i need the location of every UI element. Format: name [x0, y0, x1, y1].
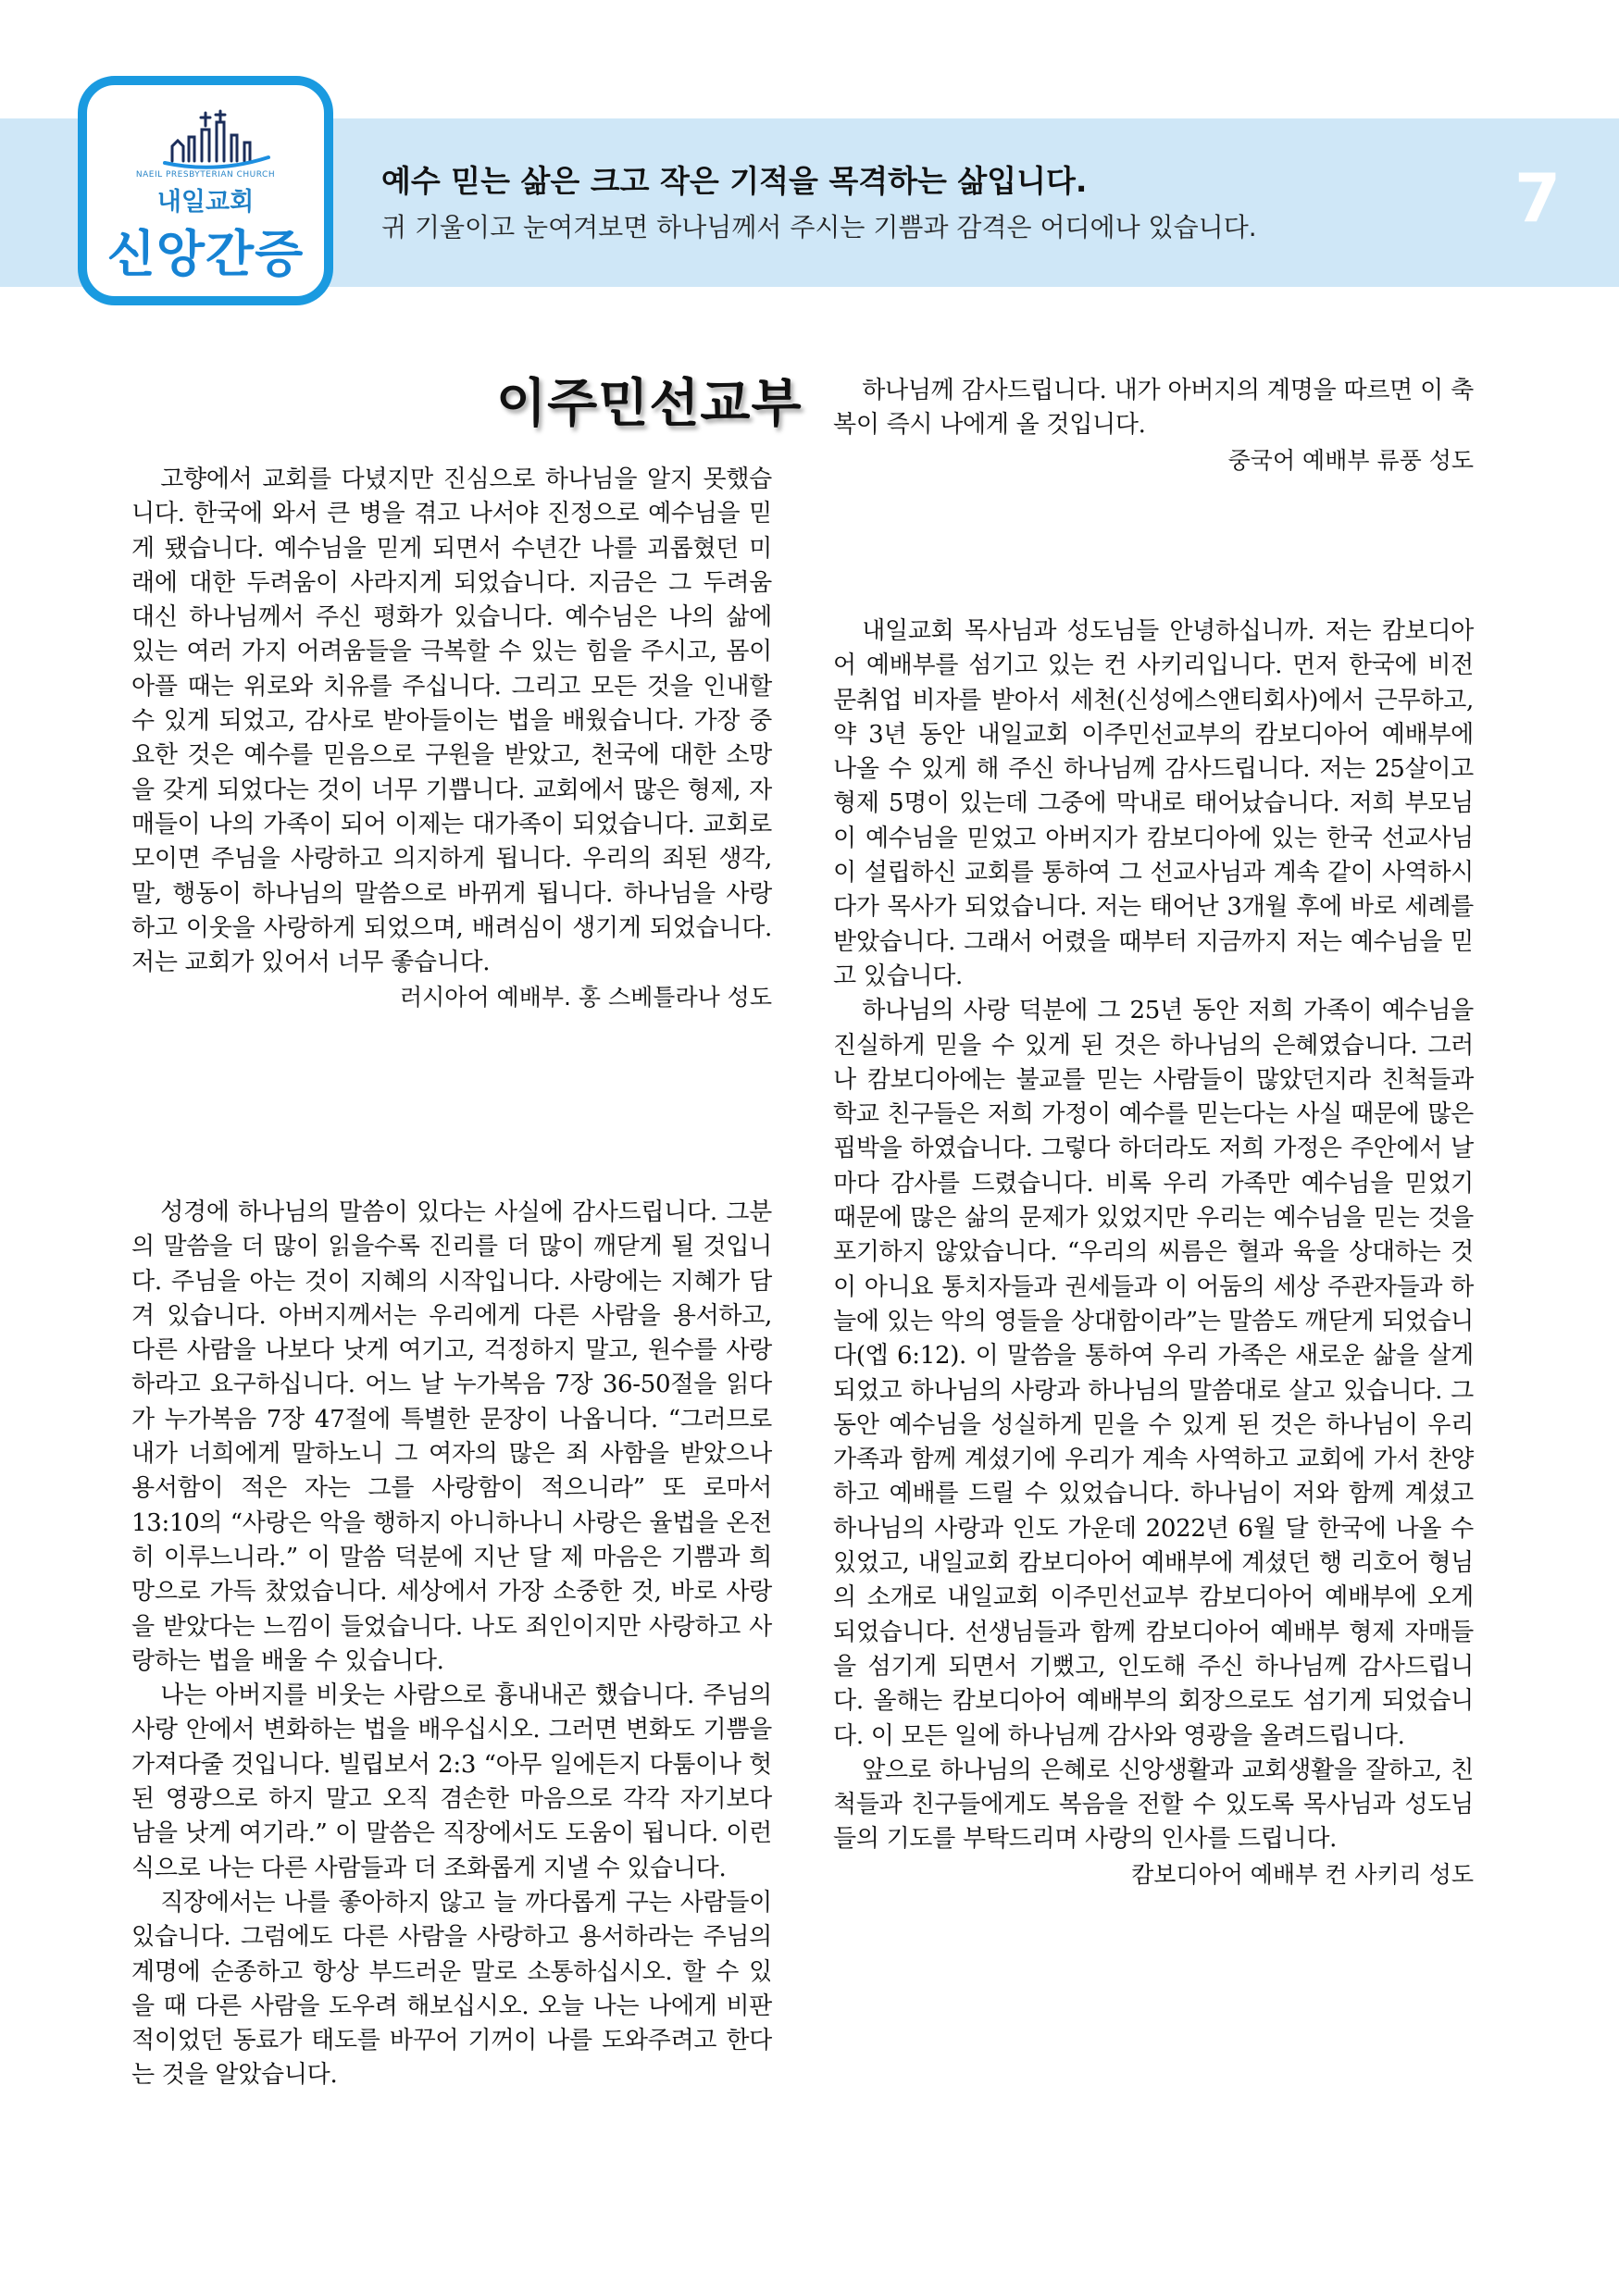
page-number: 7 [1514, 159, 1562, 237]
testimony-1-signature: 러시아어 예배부. 홍 스베틀라나 성도 [400, 984, 772, 1011]
testimony-1-paragraph: 고향에서 교회를 다녔지만 진심으로 하나님을 알지 못했습니다. 한국에 와서 큰 병을 겪고 나서야 진정으로 예수님을 믿게 됐습니다. 예수님을 믿게 되면서 수년간 나를 괴롭혔던 미래에 대한 두려움이 사라지게 되었습니다. 지금은 그 두려움 대신 하나님께서 주신 평화가 있습니다. 예수님은 나의 삶에 있는 여러 가지 어려움들을 극복할 수 있는 힘을 주시고, 몸이 아플 때는 위로와 치유를 주십니다. 그리고 모든 것을 인내할 수 있게 되었고, 감사로 받아들이는 법을 배웠습니다. 가장 중요한 것은 예수를 믿음으로 구원을 받았고, 천국에 대한 소망을 갖게 되었다는 것이 너무 기쁩니다. 교회에서 많은 형제, 자매들이 나의 가족이 되어 이제는 대가족이 되었습니다. 교회로 모이면 주님을 사랑하고 의지하게 됩니다. 우리의 죄된 생각, 말, 행동이 하나님의 말씀으로 바뀌게 됩니다. 하나님을 사랑하고 이웃을 사랑하게 되었으며, 배려심이 생기게 되었습니다. 저는 교회가 있어서 너무 좋습니다. [131, 465, 772, 977]
testimony-2-continued [833, 374, 1474, 478]
church-logo-icon [161, 109, 272, 170]
testimony-3-signature: 캄보디아어 예배부 컨 사키리 성도 [1131, 1860, 1474, 1888]
headline: 예수 믿는 삶은 크고 작은 기적을 목격하는 삶입니다. [381, 163, 1088, 199]
testimony-2 [131, 1196, 772, 2090]
testimony-2-paragraph-4: 하나님께 감사드립니다. 내가 아버지의 계명을 따르면 이 축복이 즉시 나에게 올 것입니다. [833, 377, 1474, 440]
testimony-2-paragraph-1: 성경에 하나님의 말씀이 있다는 사실에 감사드립니다. 그분의 말씀을 더 많이 읽을수록 진리를 더 많이 깨닫게 될 것입니다. 주님을 아는 것이 지혜의 시작입니다. 사랑에는 지혜가 담겨 있습니다. 아버지께서는 우리에게 다른 사람을 용서하고, 다른 사람을 나보다 낫게 여기고, 걱정하지 말고, 원수를 사랑하라고 요구하십니다. 어느 날 누가복음 7장 36-50절을 읽다가 누가복음 7장 47절에 특별한 문장이 나옵니다. “그러므로 내가 너희에게 말하노니 그 여자의 많은 죄 사함을 받았으나 용서함이 적은 자는 그를 사랑함이 적으니라” 또 로마서 13:10의 “사랑은 악을 행하지 아니하나니 사랑은 율법을 온전히 이루느니라.” 이 말씀 덕분에 지난 달 제 마음은 기쁨과 희망으로 가득 찼었습니다. 세상에서 가장 소중한 것, 바로 사랑을 받았다는 느낌이 들었습니다. 나도 죄인이지만 사랑하고 사랑하는 법을 배울 수 있습니다. [131, 1198, 772, 1675]
church-name: 내일교회 [156, 188, 255, 217]
testimony-3 [833, 614, 1474, 1892]
article-title: 이주민선교부 [496, 374, 803, 434]
section-label: 신앙간증 [106, 225, 305, 283]
testimony-2-paragraph-2: 나는 아버지를 비웃는 사람으로 흉내내곤 했습니다. 주님의 사랑 안에서 변화하는 법을 배우십시오. 그러면 변화도 기쁨을 가져다줄 것입니다. 빌립보서 2:3 “아무 일에든지 다툼이나 헛된 영광으로 하지 말고 오직 겸손한 마음으로 각각 자기보다 남을 낫게 여기라.” 이 말씀은 직장에서도 도움이 됩니다. 이런 식으로 나는 다른 사람들과 더 조화롭게 지낼 수 있습니다. [131, 1682, 772, 1882]
logo-subtext: NAEIL PRESBYTERIAN CHURCH [135, 170, 276, 180]
testimony-2-paragraph-3: 직장에서는 나를 좋아하지 않고 늘 까다롭게 구는 사람들이 있습니다. 그럼에도 다른 사람을 사랑하고 용서하라는 주님의 계명에 순종하고 항상 부드러운 말로 소통하십시오. 할 수 있을 때 다른 사람을 도우려 해보십시오. 오늘 나는 나에게 비판적이었던 동료가 태도를 바꾸어 기꺼이 나를 도와주려고 한다는 것을 알았습니다. [131, 1888, 772, 2090]
section-badge [78, 76, 333, 305]
testimony-3-paragraph-2: 하나님의 사랑 덕분에 그 25년 동안 저희 가족이 예수님을 진실하게 믿을 수 있게 된 것은 하나님의 은혜였습니다. 그러나 캄보디아에는 불교를 믿는 사람들이 많았던지라 친척들과 학교 친구들은 저희 가정이 예수를 믿는다는 사실 때문에 많은 핍박을 하였습니다. 그렇다 하더라도 저희 가정은 주안에서 날마다 감사를 드렸습니다. 비록 우리 가족만 예수님을 믿었기 때문에 많은 삶의 문제가 있었지만 우리는 예수님을 믿는 것을 포기하지 않았습니다. “우리의 씨름은 혈과 육을 상대하는 것이 아니요 통치자들과 권세들과 이 어둠의 세상 주관자들과 하늘에 있는 악의 영들을 상대함이라”는 말씀도 깨닫게 되었습니다(엡 6:12). 이 말씀을 통하여 우리 가족은 새로운 삶을 살게 되었고 하나님의 사랑과 하나님의 말씀대로 살고 있습니다. 그동안 예수님을 성실하게 믿을 수 있게 된 것은 하나님이 우리 가족과 함께 계셨기에 우리가 계속 사역하고 교회에 가서 찬양하고 예배를 드릴 수 있었습니다. 하나님이 저와 함께 계셨고 하나님의 사랑과 인도 가운데 2022년 6월 달 한국에 나올 수 있었고, 내일교회 캄보디아어 예배부에 계셨던 행 리호어 형님의 소개로 내일교회 이주민선교부 캄보디아어 예배부에 오게 되었습니다. 선생님들과 함께 캄보디아어 예배부 형제 자매들을 섬기게 되면서 기뻤고, 인도해 주신 하나님께 감사드립니다. 올해는 캄보디아어 예배부의 회장으로도 섬기게 되었습니다. 이 모든 일에 하나님께 감사와 영광을 올려드립니다. [833, 997, 1474, 1750]
testimony-3-paragraph-1: 내일교회 목사님과 성도님들 안녕하십니까. 저는 캄보디아어 예배부를 섬기고 있는 컨 사키리입니다. 먼저 한국에 비전문취업 비자를 받아서 세천(신성에스앤티회사)에서 근무하고, 약 3년 동안 내일교회 이주민선교부의 캄보디아어 예배부에 나올 수 있게 해 주신 하나님께 감사드립니다. 저는 25살이고 형제 5명이 있는데 그중에 막내로 태어났습니다. 저희 부모님이 예수님을 믿었고 아버지가 캄보디아에 있는 한국 선교사님이 설립하신 교회를 통하여 그 선교사님과 계속 같이 사역하시다가 목사가 되었습니다. 저는 태어난 3개월 후에 바로 세례를 받았습니다. 그래서 어렸을 때부터 지금까지 저는 예수님을 믿고 있습니다. [833, 617, 1474, 990]
testimony-2-signature: 중국어 예배부 류풍 성도 [1227, 446, 1474, 474]
testimony-3-paragraph-3: 앞으로 하나님의 은혜로 신앙생활과 교회생활을 잘하고, 친척들과 친구들에게도 복음을 전할 수 있도록 목사님과 성도님들의 기도를 부탁드리며 사랑의 인사를 드립니다. [833, 1756, 1474, 1854]
subheadline: 귀 기울이고 눈여겨보면 하나님께서 주시는 기쁨과 감격은 어디에나 있습니다. [381, 212, 1257, 242]
testimony-1 [131, 463, 772, 1015]
